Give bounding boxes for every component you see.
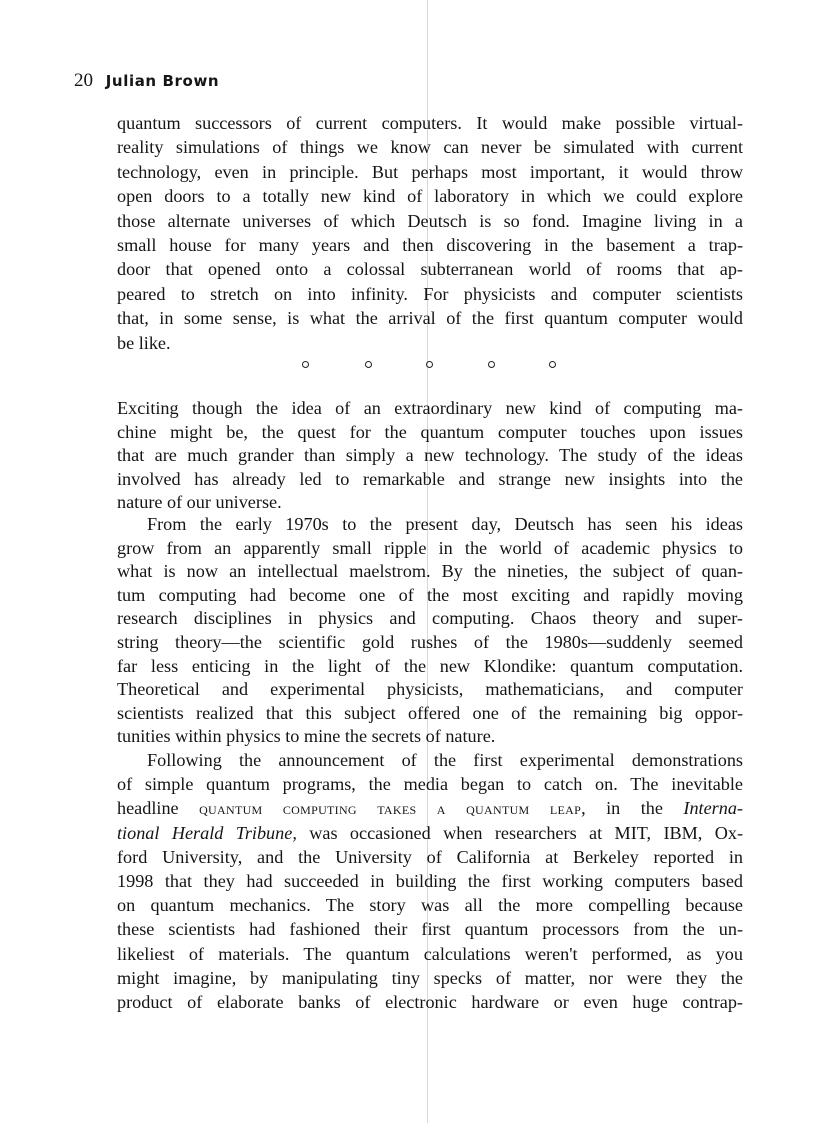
text-segment: peared to stretch on into infinity. For physicists and computer scientists: [117, 283, 743, 304]
text-segment: From the early 1970s to the present day, Deutsch has seen his ideas: [147, 514, 743, 534]
text-segment: scientists realized that this subject offered one of the remaining big oppor-: [117, 702, 743, 723]
text-segment: Following the announcement of the first experimental demonstrations: [147, 750, 743, 770]
text-segment: door that opened onto a colossal subterranean world of rooms that ap-: [117, 259, 743, 280]
text-line: [117, 282, 743, 306]
text-line: [117, 606, 743, 630]
text-segment: string theory—the scientific gold rushes of the 1980s—suddenly seemed: [117, 632, 743, 652]
text-segment: be like.: [117, 332, 171, 353]
text-line: [117, 583, 743, 607]
running-head-author: Julian Brown: [105, 72, 220, 90]
text-segment: open doors to a totally new kind of laboratory in which we could explore: [117, 186, 743, 207]
text-line: [117, 233, 743, 257]
italic-title: tional Herald Tribune,: [117, 822, 297, 843]
text-line: [117, 420, 743, 444]
text-line: [117, 135, 743, 159]
text-line: [117, 748, 743, 772]
text-line: [117, 559, 743, 583]
text-line: [117, 512, 743, 536]
circle-ornament: [426, 361, 433, 368]
text-segment: might imagine, by manipulating tiny specks of matter, nor were they the: [117, 967, 743, 988]
text-line: [117, 160, 743, 184]
text-segment: these scientists had fashioned their first quantum processors from the un-: [117, 919, 743, 940]
text-line: [117, 306, 743, 330]
text-segment: nature of our universe.: [117, 492, 282, 513]
text-line: [117, 845, 743, 869]
text-segment: 1998 that they had succeeded in building the first working computers based: [117, 871, 743, 891]
text-line: [117, 257, 743, 281]
text-line: [117, 942, 743, 966]
text-line: [117, 111, 743, 135]
text-line: [117, 630, 743, 654]
text-line: [117, 490, 743, 514]
text-segment: tunities within physics to mine the secrets of nature.: [117, 726, 496, 747]
text-segment: quantum successors of current computers. It would make possible virtual-: [117, 113, 743, 133]
text-line: [117, 654, 743, 678]
text-line: [117, 772, 743, 796]
text-line: [117, 396, 743, 420]
text-segment: Theoretical and experimental physicists, mathematicians, and computer: [117, 679, 743, 700]
text-line: [117, 917, 743, 941]
text-segment: of simple quantum programs, the media began to catch on. The inevitable: [117, 774, 743, 795]
text-line: [117, 893, 743, 917]
text-segment: involved has already led to remarkable and strange new insights into the: [117, 468, 743, 489]
text-line: [117, 331, 743, 355]
text-segment: was occasioned when researchers at MIT, IBM, Ox-: [296, 822, 744, 843]
text-segment: ford University, and the University of California at Berkeley reported in: [117, 846, 743, 867]
text-segment: those alternate universes of which Deutsch is so fond. Imagine living in a: [117, 210, 743, 231]
circle-ornament: [488, 361, 495, 368]
text-segment: technology, even in principle. But perhaps most important, it would throw: [117, 161, 743, 182]
text-line: [117, 536, 743, 560]
text-segment: product of elaborate banks of electronic hardware or even huge contrap-: [117, 992, 743, 1012]
text-line: [117, 443, 743, 467]
text-segment: grow from an apparently small ripple in the world of academic physics to: [117, 537, 743, 558]
text-line: [117, 701, 743, 725]
text-line: [117, 990, 743, 1014]
page-number: 20: [74, 70, 93, 91]
text-segment: far less enticing in the light of the new Klondike: quantum computation.: [117, 655, 743, 676]
text-line: [117, 869, 743, 893]
text-segment: headline: [117, 798, 200, 819]
text-line: [117, 724, 743, 748]
text-line: [117, 467, 743, 491]
text-line: [117, 677, 743, 701]
text-segment: that are much grander than simply a new technology. The study of the ideas: [117, 445, 743, 466]
text-line: [117, 184, 743, 208]
circle-ornament: [302, 361, 309, 368]
text-segment: chine might be, the quest for the quantum computer touches upon issues: [117, 421, 743, 442]
text-segment: research disciplines in physics and computing. Chaos theory and super-: [117, 608, 743, 629]
text-segment: , in the: [581, 798, 684, 819]
text-segment: what is now an intellectual maelstrom. By the nineties, the subject of quan-: [117, 561, 743, 582]
text-segment: small house for many years and then discovering in the basement a trap-: [117, 235, 743, 255]
text-segment: that, in some sense, is what the arrival of the first quantum computer would: [117, 308, 743, 329]
text-segment: on quantum mechanics. The story was all the more compelling because: [117, 895, 743, 916]
text-line: [117, 796, 743, 821]
text-segment: likeliest of materials. The quantum calculations weren't performed, as you: [117, 943, 743, 964]
text-line: [117, 209, 743, 233]
circle-ornament: [549, 361, 556, 368]
circle-ornament: [365, 361, 372, 368]
text-segment: tum computing had become one of the most exciting and rapidly moving: [117, 584, 743, 605]
text-segment: Exciting though the idea of an extraordinary new kind of computing ma-: [117, 398, 743, 418]
headline-small-caps: quantum computing takes a quantum leap: [199, 799, 582, 819]
text-line: [117, 966, 743, 990]
text-line: [117, 821, 743, 845]
italic-title: Interna-: [683, 798, 743, 819]
running-header: [74, 70, 219, 92]
text-segment: reality simulations of things we know can never be simulated with current: [117, 137, 743, 158]
